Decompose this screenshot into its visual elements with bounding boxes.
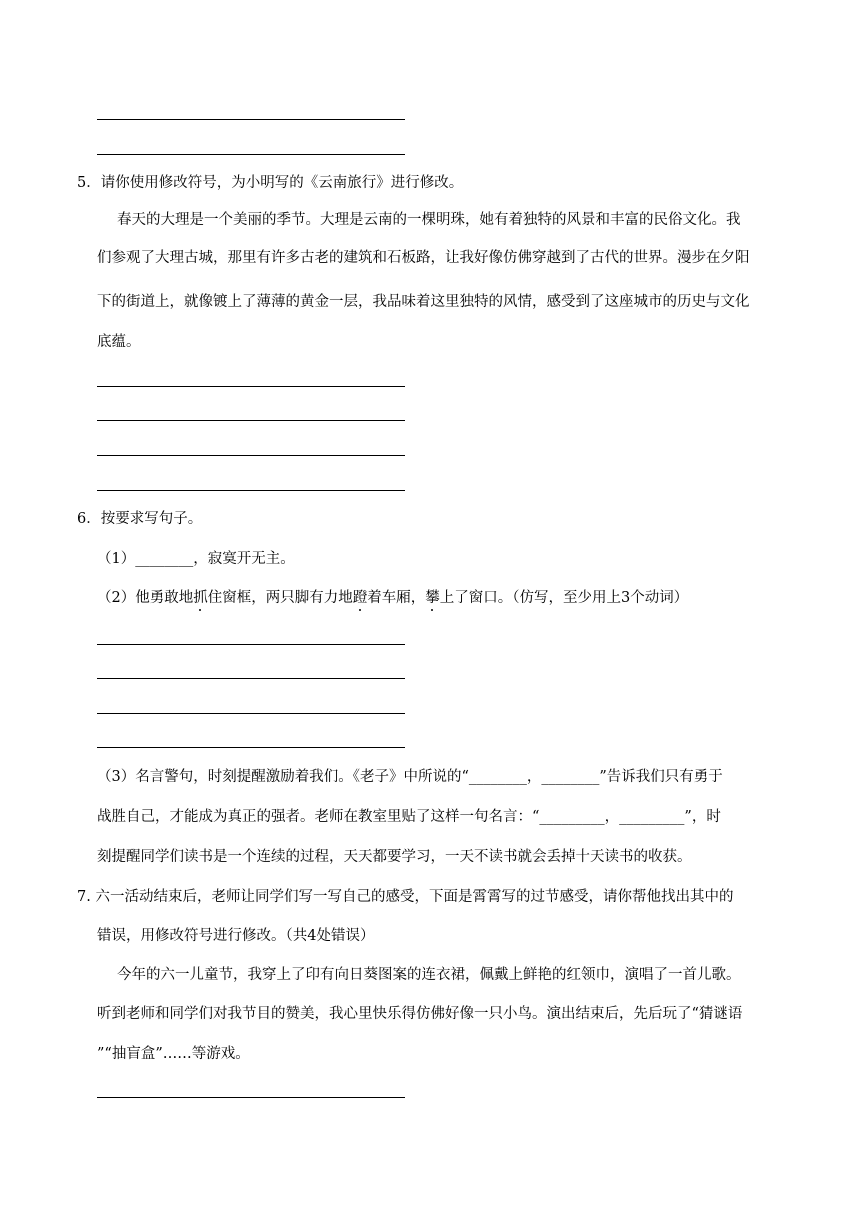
q5-passage-line-3: 下的街道上，就像镀上了薄薄的黄金一层，我品味着这里独特的风情，感受到了这座城市的历史与文化: [97, 294, 750, 310]
emphasis-verb-kick: 蹬: [352, 590, 368, 606]
answer-line[interactable]: [97, 386, 405, 387]
q5-passage-line-1: 春天的大理是一个美丽的季节。大理是云南的一棵明珠，她有着独特的风景和丰富的民俗文化。我: [117, 212, 741, 228]
q6-item-3-line-3: 刻提醒同学们读书是一个连续的过程，天天都要学习，一天不读书就会丢掉十天读书的收获。: [97, 849, 692, 865]
q5-passage-line-4: 底蕴。: [97, 334, 141, 350]
q6-item-1: （1）________，寂寞开无主。: [97, 551, 295, 567]
q6-item-2: [97, 591, 688, 606]
answer-line[interactable]: [97, 678, 405, 679]
answer-line[interactable]: [97, 455, 405, 456]
emphasis-verb-climb: 攀: [425, 590, 440, 606]
emphasis-verb-grab: 抓: [193, 590, 208, 606]
answer-line[interactable]: [97, 154, 405, 155]
answer-line[interactable]: [97, 490, 405, 491]
q6-item-2-part-c: 着车厢，: [367, 590, 426, 606]
answer-line[interactable]: [97, 1097, 405, 1098]
q7-passage-line-2: 听到老师和同学们对我节目的赞美，我心里快乐得仿佛好像一只小鸟。演出结束后，先后玩了“猜谜语: [97, 1006, 743, 1022]
q6-item-2-part-a: （2）他勇敢地: [97, 590, 194, 606]
q6-item-3-line-1: （3）名言警句，时刻提醒激励着我们。《老子》中所说的“________，________”告诉我们只有勇于: [97, 769, 723, 785]
answer-line[interactable]: [97, 747, 405, 748]
question-5-prompt: 5．请你使用修改符号，为小明写的《云南旅行》进行修改。: [77, 175, 464, 191]
question-7-prompt-line-2: 错误，用修改符号进行修改。（共4处错误）: [97, 928, 375, 944]
answer-line[interactable]: [97, 713, 405, 714]
question-7-prompt-line-1: 7. 六一活动结束后，老师让同学们写一写自己的感受，下面是霄霄写的过节感受，请你帮他找出其中的: [77, 889, 734, 905]
answer-line[interactable]: [97, 420, 405, 421]
answer-line[interactable]: [97, 644, 405, 645]
question-6-prompt: 6．按要求写句子。: [77, 511, 203, 527]
answer-line[interactable]: [97, 119, 405, 120]
q6-item-2-part-b: 住窗框，两只脚有力地: [207, 590, 353, 606]
q6-item-3-line-2: 战胜自己，才能成为真正的强者。老师在教室里贴了这样一句名言：“_________，_________”，时: [97, 809, 721, 825]
q7-passage-line-1: 今年的六一儿童节，我穿上了印有向日葵图案的连衣裙，佩戴上鲜艳的红领巾，演唱了一首儿歌。: [117, 967, 741, 983]
q5-passage-line-2: 们参观了大理古城，那里有许多古老的建筑和石板路，让我好像仿佛穿越到了古代的世界。漫步在夕阳: [97, 250, 750, 266]
q7-passage-line-3: ”“抽盲盒”……等游戏。: [97, 1046, 250, 1062]
q6-item-2-part-e: 上了窗口。（仿写，至少用上3个动词）: [439, 590, 689, 606]
